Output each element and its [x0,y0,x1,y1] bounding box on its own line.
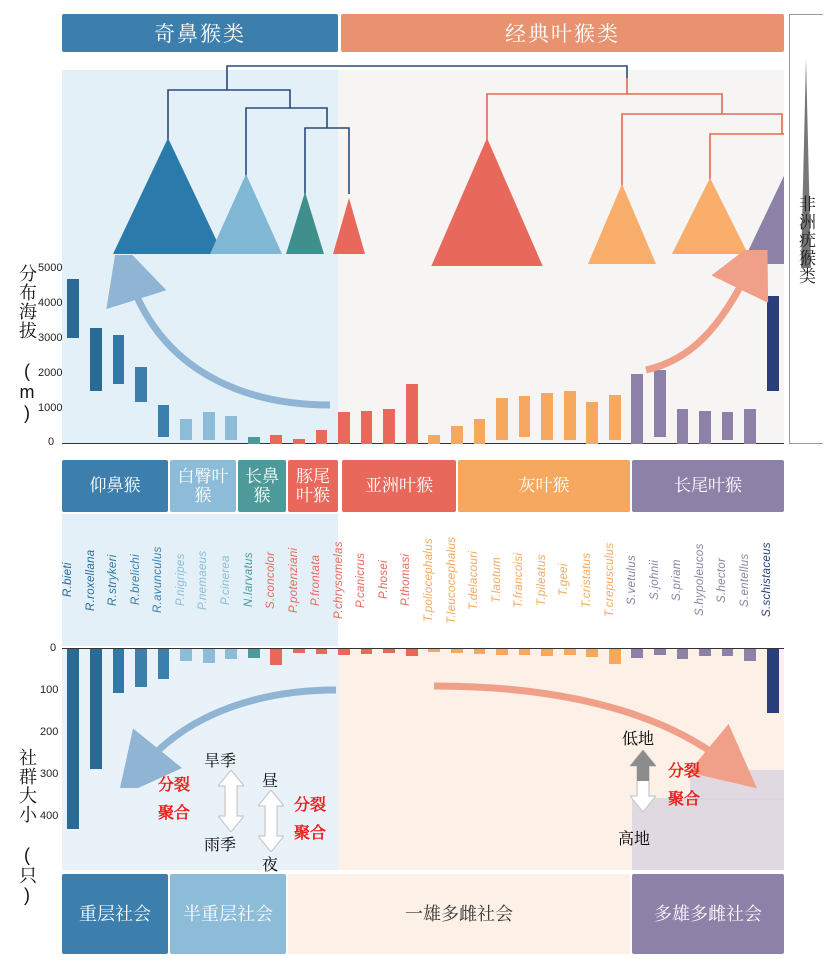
annotation-fission-left: 分裂 [158,777,191,794]
altitudinal-double-arrow-icon [630,750,656,812]
species-name: S.priam [671,559,684,601]
species-name: S.entellus [738,553,751,607]
group-size-bar [338,649,350,655]
society-box-multilevel [62,874,168,954]
elevation-bar [451,426,463,444]
species-name: P.chrysomelas [332,541,345,619]
species-name: P.cinerea [219,555,232,605]
group-size-bar [767,649,779,713]
seasonal-double-arrow-icon [218,770,244,832]
species-name: T.poliocephalus [423,538,435,622]
species-name: T.cristatus [580,552,593,608]
species-name: R.strykeri [107,554,120,606]
genus-box-nasalis [238,460,286,512]
annotation-highland: 高地 [618,831,651,848]
species-name: R.bieti [62,562,74,598]
society-label: 一雄多雌社会 [405,903,513,924]
elevation-bar [474,419,486,444]
genus-label: 长鼻猴 [245,466,279,505]
species-name: R.brelichi [129,554,142,606]
species-name: S.hypoleucos [693,543,706,617]
group-size-bar [541,649,553,656]
elevation-bar [361,411,373,444]
elevation-bar [744,409,756,444]
society-label: 半重层社会 [183,903,273,924]
elevation-bar [541,393,553,441]
annotation-dry-season: 旱季 [204,753,237,770]
species-name: N.larvatus [242,552,255,608]
elevation-bar [699,411,711,444]
genus-label: 仰鼻猴 [89,476,141,496]
elevation-bar [519,396,531,436]
tick-label: 2000 [38,367,63,379]
society-label: 多雄多雌社会 [654,903,762,924]
elevation-bar [631,374,643,444]
tick-label: 300 [40,768,59,780]
species-name: S.vetulus [626,555,639,606]
elevation-bar [428,435,440,444]
group-size-bar [383,649,395,653]
annotation-fusion-right: 聚合 [668,791,701,808]
elevation-bar [293,439,305,444]
tick-label: 3000 [38,332,63,344]
group-size-bar [474,649,486,654]
group-size-bar [519,649,531,655]
elevation-bar [496,398,508,440]
species-name: R.roxellana [84,549,97,611]
triangle-simias [333,198,365,254]
species-name: P.potenziani [287,547,300,613]
group-size-bar [293,649,305,653]
group-size-rise-arrow [430,678,760,788]
species-names [62,514,784,646]
group-size-bar [609,649,621,664]
group-size-bar [180,649,192,661]
species-name: S.johnii [648,559,661,601]
group-size-bar [225,649,237,659]
elevation-bar [677,409,689,444]
group-size-bar [631,649,643,658]
genus-box-presbytis [342,460,456,512]
triangle-presbytis [427,138,547,266]
tick-label: 200 [40,726,59,738]
elevation-bar [270,435,282,444]
clade-header-odd-nosed [62,14,338,52]
triangle-trachypithecus-2 [672,178,748,254]
genus-label: 亚洲叶猴 [365,476,433,496]
top-axis-label: 分布海拔 (m) [17,264,37,424]
annotation-night: 夜 [262,857,279,874]
group-size-bar [248,649,260,658]
triangle-pygathrix [210,174,282,254]
species-name: P.thomasi [400,553,413,607]
annotation-lowland: 低地 [622,731,655,748]
tick-label: 5000 [38,262,63,274]
elevation-bar [248,437,260,444]
triangle-nasalis [286,192,324,254]
clade-header-label: 奇鼻猴类 [154,23,246,46]
species-name: R.avunculus [152,546,165,614]
species-name: T.laotum [490,556,503,604]
species-name: P.nemaeus [197,550,210,610]
elevation-bar [564,391,576,440]
genus-box-rhinopithecus [62,460,168,512]
group-size-bar [564,649,576,655]
group-size-bar [158,649,170,679]
elevation-decline-arrow [100,255,340,425]
tick-label: 100 [40,684,59,696]
group-size-bar [699,649,711,656]
elevation-bar [67,279,79,339]
annotation-day: 昼 [262,773,279,790]
elevation-bar [316,430,328,444]
species-name: T.pileatus [535,554,548,606]
group-size-bar [406,649,418,656]
tick-label: 0 [50,642,57,654]
group-size-bar [428,649,440,652]
group-size-bar [654,649,666,655]
group-size-bar [744,649,756,661]
species-name: T.crepusculus [603,542,616,618]
species-name: T.leucocephalus [445,536,458,624]
triangle-rhinopithecus [113,138,223,254]
genus-box-semnopithecus [632,460,784,512]
genus-box-simias [288,460,338,512]
group-size-bar [67,649,79,829]
genus-box-pygathrix [170,460,236,512]
group-size-bar [270,649,282,665]
lineage-triangles [62,136,784,266]
annotation-fusion-mid: 聚合 [294,825,327,842]
group-size-bar [496,649,508,655]
species-name: S.hector [716,557,729,603]
society-box-semi-multilevel [170,874,286,954]
tick-label: 1000 [38,402,63,414]
annotation-fusion-left: 聚合 [158,805,191,822]
top-axis-ticks [38,262,62,448]
group-size-bar [586,649,598,657]
tick-label: 400 [40,810,59,822]
genus-box-trachypithecus [458,460,630,512]
clade-header-label: 经典叶猴类 [505,23,620,46]
group-size-bar [203,649,215,663]
elevation-bar [586,402,598,444]
elevation-bar [654,370,666,437]
african-colobus-label: 非洲疣猴类 [796,195,815,285]
species-name: S.schistaceus [761,542,774,618]
species-name: T.geei [558,563,571,597]
genus-label: 长尾叶猴 [674,476,742,496]
group-size-bar [316,649,328,654]
group-size-bar [361,649,373,654]
species-name: P.frontata [310,554,323,606]
elevation-bar [406,384,418,444]
elevation-bar [383,409,395,444]
genus-label: 豚尾叶猴 [296,466,330,505]
elevation-bar [722,412,734,440]
group-size-bar [451,649,463,653]
genus-label: 灰叶猴 [518,476,570,496]
bottom-axis-label: 社群大小 (只) [17,748,37,906]
genus-label: 白臀叶猴 [177,466,229,505]
species-name: P.nigripes [174,553,187,607]
annotation-fission-mid: 分裂 [294,797,327,814]
species-name: S.concolor [265,551,278,609]
tick-label: 4000 [38,297,63,309]
triangle-semnopithecus [742,138,784,264]
species-name: T.delacouri [468,550,481,610]
society-box-one-male [288,874,630,954]
society-label: 重层社会 [79,903,151,924]
annotation-fission-right: 分裂 [668,763,701,780]
tick-label: 0 [48,436,55,448]
society-box-multi-male [632,874,784,954]
group-size-bar [677,649,689,659]
species-name: P.canicrus [355,552,368,608]
diurnal-double-arrow-icon [258,790,284,852]
bottom-axis-ticks [38,642,62,862]
elevation-rise-arrow [640,250,780,380]
species-name: T.francoisi [513,552,526,608]
annotation-rainy-season: 雨季 [204,837,237,854]
clade-header-classic-langurs [341,14,784,52]
group-size-bar [722,649,734,656]
species-name: P.hosei [377,560,390,600]
elevation-bar [609,395,621,441]
